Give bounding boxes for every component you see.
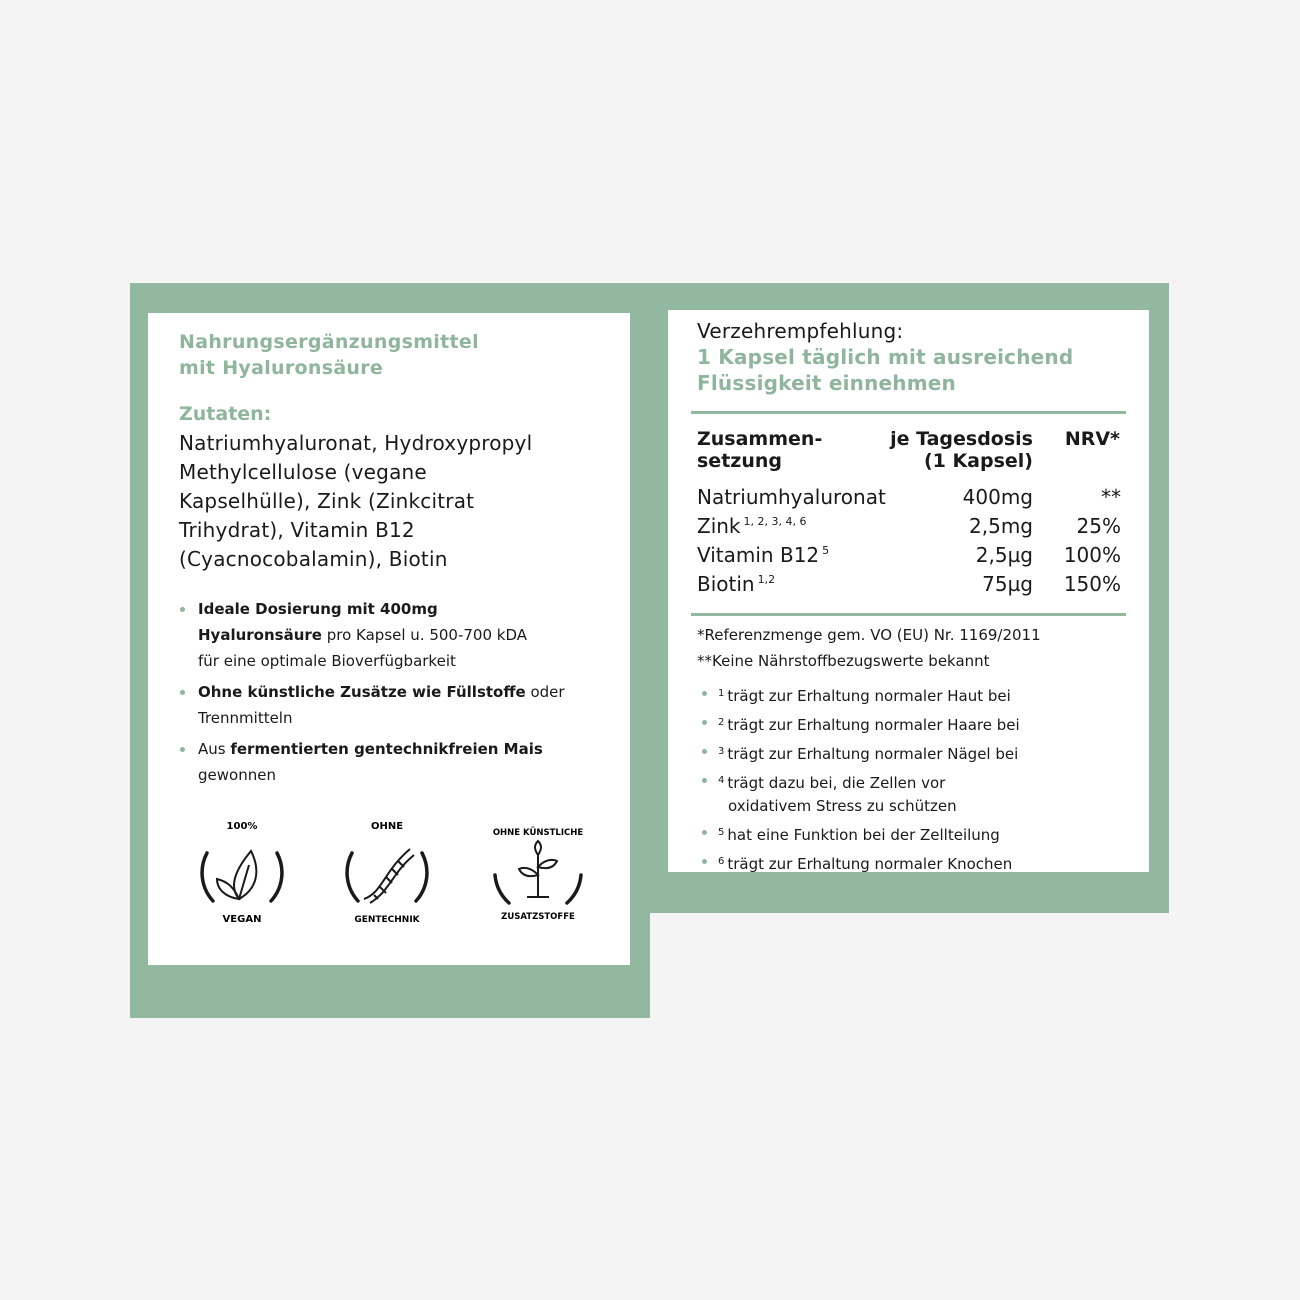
list-item: $^5$ hat eine Funktion bei der Zellteilung — [697, 821, 1117, 847]
divider — [691, 613, 1126, 616]
list-item: Ohne künstliche Zusätze wie Füllstoffe oder Trennmitteln — [179, 679, 599, 731]
list-item: $^2$ trägt zur Erhaltung normaler Haare bei — [697, 711, 1117, 737]
badge-top-label: OHNE KÜNSTLICHE — [492, 828, 584, 838]
list-item: Ideale Dosierung mit 400mg Hyaluronsäure pro Kapsel u. 500-700 kDA für eine optimale Bioverfügbarkeit — [179, 596, 599, 674]
list-item: $^6$ trägt zur Erhaltung normaler Knochen — [697, 850, 1117, 876]
list-item: $^1$ trägt zur Erhaltung normaler Haut bei — [697, 682, 1117, 708]
leaf-icon — [217, 851, 256, 899]
badge-bottom-label: GENTECHNIK — [354, 915, 420, 925]
ingredients-list: Natriumhyaluronat, Hydroxypropyl Methylcellulose (vegane Kapselhülle), Zink (Zinkcitrat Trihydrat), Vitamin B12 (Cyacnocobalamin), Biotin — [179, 431, 533, 571]
left-corner-fold — [130, 283, 170, 315]
list-item: $^4$ trägt dazu bei, die Zellen vor oxidativem Stress zu schützen — [697, 769, 1117, 818]
table-row: Biotin $^{1,2}$ 75µg 150% — [697, 572, 1121, 596]
product-title: Nahrungsergänzungsmittel mit Hyaluronsäure — [179, 331, 479, 379]
badge-top-label: OHNE — [370, 821, 404, 832]
dosage-recommendation: Verzehrempfehlung: 1 Kapsel täglich mit ausreichend Flüssigkeit einnehmen — [697, 319, 1074, 395]
list-item: Aus fermentierten gentechnikfreien Mais gewonnen — [179, 736, 599, 788]
benefit-list — [179, 596, 599, 793]
no-gmo-badge — [332, 815, 442, 925]
reference-notes: *Referenzmenge gem. VO (EU) Nr. 1169/2011 **Keine Nährstoffbezugswerte bekannt — [697, 626, 1041, 670]
divider — [691, 411, 1126, 414]
badge-bottom-label: ZUSATZSTOFFE — [501, 912, 575, 922]
table-row: Zink $^{1, 2, 3, 4, 6}$ 2,5mg 25% — [697, 514, 1121, 538]
table-row: Vitamin B12 $^5$ 2,5µg 100% — [697, 543, 1121, 567]
table-header-composition: Zusammen- setzung — [697, 428, 823, 472]
badge-bottom-label: VEGAN — [222, 914, 262, 925]
dna-icon — [364, 849, 414, 903]
plant-icon — [519, 841, 557, 897]
recommendation-label: Verzehrempfehlung: — [697, 319, 904, 343]
health-claims-list — [697, 682, 1117, 879]
vegan-badge — [187, 815, 297, 925]
table-header-nrv: NRV* — [1064, 428, 1120, 450]
right-corner-fold — [1060, 283, 1150, 310]
list-item: $^3$ trägt zur Erhaltung normaler Nägel bei — [697, 740, 1117, 766]
badge-top-label: 100% — [226, 821, 258, 832]
ingredients-heading: Zutaten: — [179, 403, 272, 425]
no-additives-badge — [483, 815, 593, 925]
table-header-daily-dose: je Tagesdosis (1 Kapsel) — [890, 428, 1033, 472]
table-row: Natriumhyaluronat 400mg ** — [697, 485, 1121, 509]
